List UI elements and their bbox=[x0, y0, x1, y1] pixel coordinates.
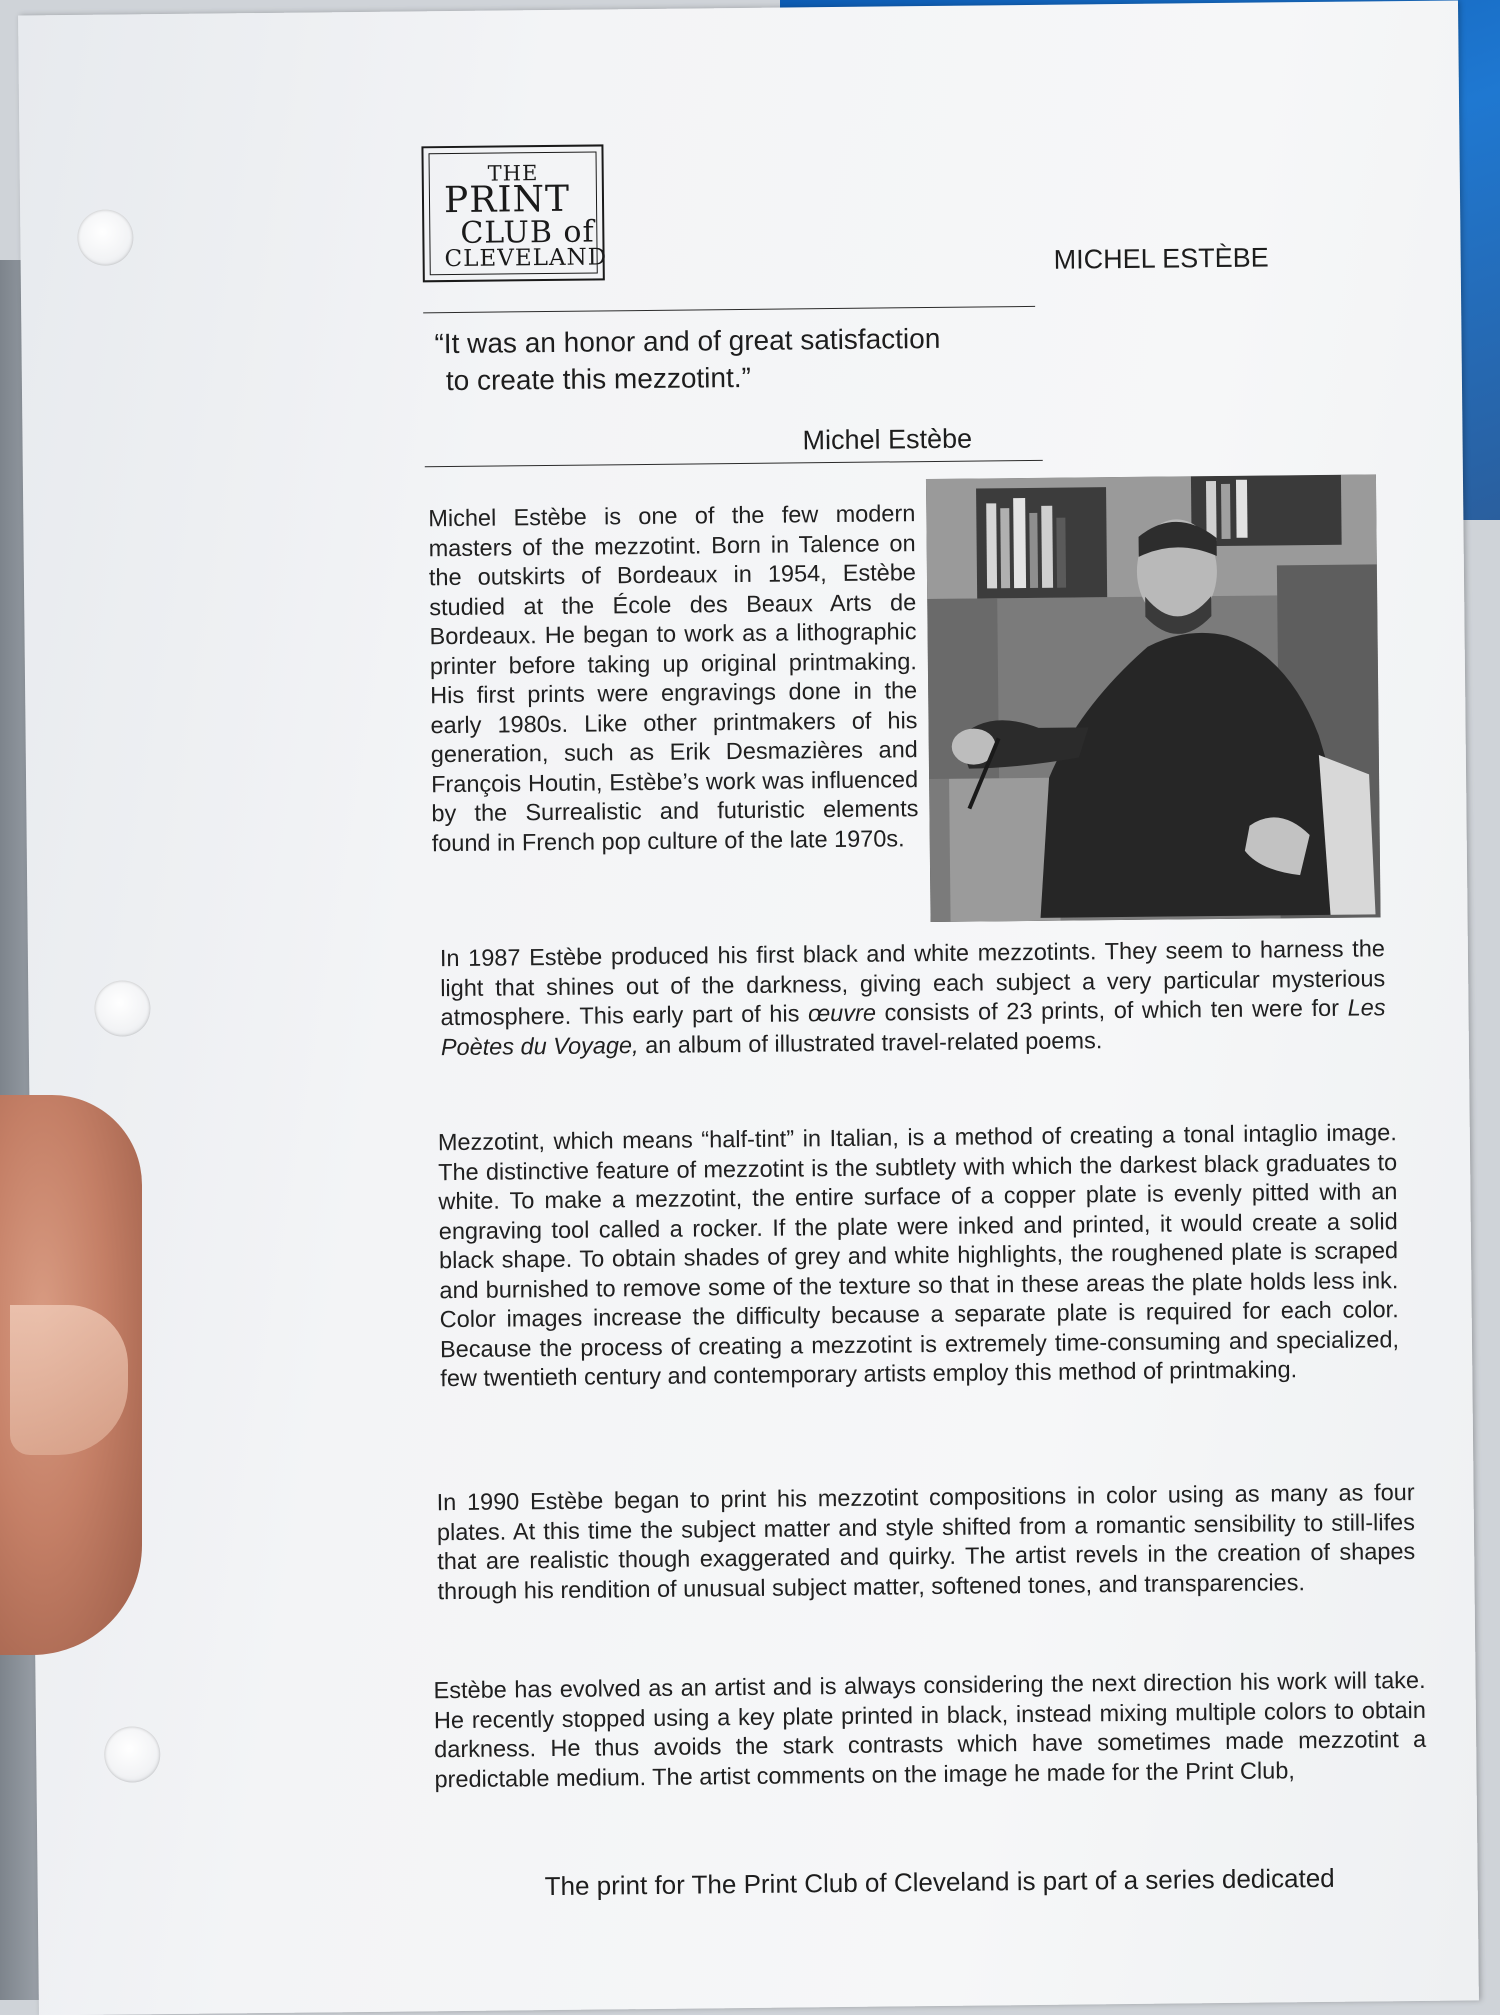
p2-text-c: an album of illustrated travel-related poems. bbox=[638, 1026, 1103, 1058]
p2-emphasis-album: Les Poètes du Voyage, bbox=[440, 994, 1386, 1060]
logo-text-the: THE bbox=[487, 161, 539, 186]
paragraph-1990-text: In 1990 Estèbe began to print his mezzotint compositions in color using as many as four plates. At this time the subject matter and style shifted from a romantic sensibility to still-lifes that are realistic though exaggerated and quirky. The artist revels in the creation of shapes through his rendition of unusual subject matter, softened tones, and transparencies. bbox=[436, 1478, 1416, 1604]
logo-text-cleveland: CLEVELAND bbox=[444, 244, 608, 273]
paragraph-evolution-text: Estèbe has evolved as an artist and is always considering the next direction his work will take. He recently stopped using a key plate printed in black, instead mixing multiple colors to obtain darkness. He thus avoids the stark contrasts which have sometimes made mezzotint a predictable medium. The artist comments on the image he made for the Print Club, bbox=[433, 1666, 1427, 1792]
intro-paragraph bbox=[428, 499, 919, 858]
quote-bottom-rule bbox=[425, 460, 1043, 467]
paragraph-mezzotint-text: Mezzotint, which means “half-tint” in Italian, is a method of creating a tonal intaglio image. The distinctive feature of mezzotint is the subtlety with which the darkest black graduates to white. To make a mezzotint, the entire surface of a copper plate is evenly pitted with an engraving tool called a rocker. If the plate were inked and printed, it would create a solid black shape. To obtain shades of grey and white highlights, the roughened plate is scraped and burnished to remove some of the texture so that in these areas the plate holds less ink. Color images increase the difficulty because a separate plate is required for each color. Because the process of creating a mezzotint is extremely time-consuming and specialized, few twentieth century and contemporary artists employ this method of printmaking. bbox=[437, 1119, 1400, 1392]
paragraph-evolution bbox=[433, 1666, 1426, 1794]
artist-portrait-image bbox=[926, 474, 1381, 922]
quote-top-rule bbox=[423, 306, 1035, 313]
logo-text-print: PRINT bbox=[443, 178, 571, 222]
artist-name-heading: MICHEL ESTÈBE bbox=[1053, 242, 1269, 275]
paragraph-series-start: The print for The Print Club of Cleveland is part of a series dedicated bbox=[544, 1862, 1335, 1902]
document-page bbox=[18, 0, 1479, 2015]
quote-line-1: “It was an honor and of great satisfaction bbox=[434, 322, 941, 360]
paragraph-mezzotint bbox=[438, 1118, 1400, 1394]
p2-text-b: consists of 23 prints, of which ten were for bbox=[875, 994, 1348, 1026]
artist-quote bbox=[434, 320, 941, 399]
p2-text-a: In 1987 Estèbe produced his first black and white mezzotints. They seem to harness the light that shines out of the darkness, giving each subject a very particular mysterious atmosphere. This early part of his bbox=[439, 935, 1386, 1031]
paragraph-1990 bbox=[436, 1478, 1415, 1606]
print-club-logo bbox=[421, 144, 608, 282]
quote-line-2: to create this mezzotint.” bbox=[445, 361, 752, 397]
punch-hole-middle bbox=[94, 980, 151, 1037]
punch-hole-bottom bbox=[104, 1726, 161, 1783]
artist-photo bbox=[926, 474, 1381, 922]
p2-emphasis-oeuvre: œuvre bbox=[807, 999, 877, 1027]
intro-text: Michel Estèbe is one of the few modern masters of the mezzotint. Born in Talence on the outskirts of Bordeaux in 1954, Estèbe studied at the École des Beaux Arts de Bordeaux. He began to work as a lithographic printer before taking up original printmaking. His first prints were engravings done in the early 1980s. Like other printmakers of his generation, such as Erik Desmazières and François Houtin, Estèbe’s work was influenced by the Surrealistic and futuristic elements found in French pop culture of the late 1970s. bbox=[428, 500, 919, 856]
quote-attribution: Michel Estèbe bbox=[802, 423, 973, 456]
punch-hole-top bbox=[77, 209, 134, 266]
logo-inner-frame bbox=[429, 151, 608, 275]
paragraph-1987-text bbox=[440, 934, 1386, 1062]
logo-text-club: CLUB of bbox=[460, 214, 595, 251]
paragraph-1987 bbox=[440, 934, 1386, 1062]
